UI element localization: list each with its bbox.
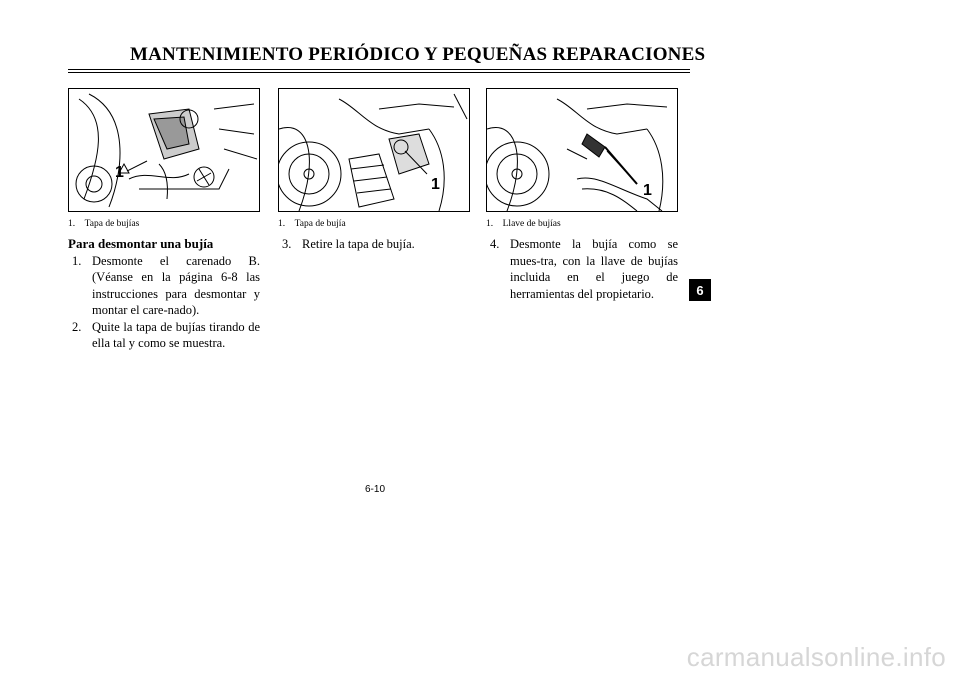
figure-spark-plug-wrench [486, 88, 678, 212]
figure-caption: 1. Llave de bujías [486, 219, 561, 229]
step-item [486, 236, 678, 302]
step-number: 3. [282, 237, 292, 251]
right-column [486, 236, 678, 302]
figure-callout: 1 [431, 176, 440, 193]
figure-callout: 1 [115, 164, 124, 181]
step-number: 1. [72, 253, 82, 268]
step-number: 4. [490, 237, 500, 251]
middle-column [278, 236, 470, 253]
illustration-engine-left [69, 89, 259, 211]
step-text: Desmonte el carenado B. (Véanse en la página 6-8 las instrucciones para desmontar y montar el care-nado). [92, 253, 260, 317]
step-item [68, 319, 260, 352]
title-rule-bottom [68, 72, 690, 73]
illustration-engine-right [487, 89, 677, 211]
step-text: Desmonte la bujía como se mues-tra, con la llave de bujías incluida en el juego de herramientas del propietario. [510, 237, 678, 301]
illustration-engine-middle [279, 89, 469, 211]
step-number: 2. [72, 319, 82, 334]
step-text: Retire la tapa de bujía. [302, 237, 415, 251]
step-item [278, 236, 470, 253]
step-item [68, 253, 260, 319]
figure-caption: 1. Tapa de bujías [68, 219, 140, 229]
title-rule-top [68, 69, 690, 70]
chapter-tab: 6 [689, 279, 711, 301]
page-number: 6-10 [364, 484, 385, 495]
figure-spark-plug-cap [278, 88, 470, 212]
step-text: Quite la tapa de bujías tirando de ella tal y como se muestra. [92, 319, 260, 350]
left-column [68, 236, 260, 352]
section-heading: Para desmontar una bujía [68, 236, 214, 251]
page-title: MANTENIMIENTO PERIÓDICO Y PEQUEÑAS REPARACIONES [130, 44, 706, 65]
watermark: carmanualsonline.info [686, 642, 946, 672]
figure-spark-plug-caps [68, 88, 260, 212]
figure-callout: 1 [643, 182, 652, 199]
figure-caption: 1. Tapa de bujía [278, 219, 346, 229]
